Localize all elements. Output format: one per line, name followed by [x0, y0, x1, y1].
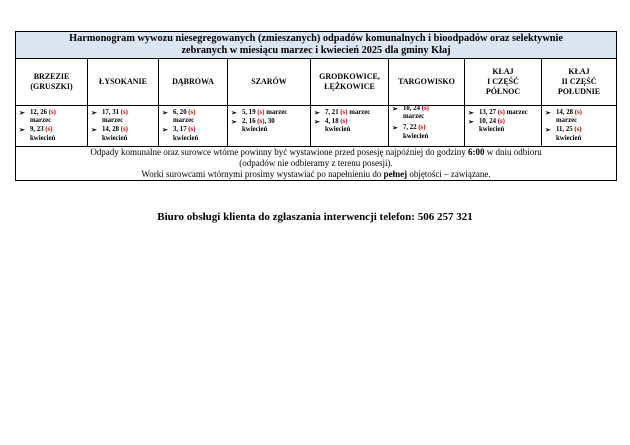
column-header-brzezie: BRZEZIE (GRUSZKI) — [16, 59, 88, 106]
arrow-bullet-icon: ➢ — [231, 118, 237, 127]
date-entry-april: ➢ 4, 18 (s) kwiecień — [314, 118, 351, 134]
date-entry-march: ➢ 5, 19 (s) marzec — [231, 109, 288, 117]
date-entry-april: ➢ 10, 24 (s) kwiecień — [468, 118, 505, 134]
date-entry-april: ➢ 14, 28 (s) kwiecień — [91, 126, 128, 142]
schedule-cell-brzezie — [16, 106, 88, 147]
arrow-bullet-icon: ➢ — [545, 109, 551, 117]
date-entry-march: ➢ 7, 21 (s) marzec — [314, 109, 371, 117]
column-header-targowisko: TARGOWISKO — [389, 59, 465, 106]
arrow-bullet-icon: ➢ — [91, 109, 97, 117]
customer-service-contact: Biuro obsługi klienta do zgłaszania interwencji telefon: 506 257 321 — [157, 211, 473, 223]
instructions-note: Odpady komunalne oraz surowce wtórne powinny być wystawione przed posesję najpóźniej do godziny 6:00 w dniu odbioru (odpadów nie odbieramy z terenu posesji). Worki surowcami wtórnymi prosimy wystawiać po napełnieniu do pełnej objętości – zawiązane. — [16, 147, 617, 181]
arrow-bullet-icon: ➢ — [314, 109, 320, 117]
date-entry-april: ➢ 2, 16 (s), 30 kwiecień — [231, 118, 275, 134]
arrow-bullet-icon: ➢ — [545, 126, 551, 135]
title-line-2: zebranych w miesiącu marzec i kwiecień 2025 dla gminy Kłaj — [181, 45, 451, 56]
schedule-cell-klaj-poludnie — [542, 106, 617, 147]
column-header-dabrowa: DĄBROWA — [159, 59, 228, 106]
column-header-klaj-polnoc: KŁAJ I CZĘŚĆ PÓŁNOC — [465, 59, 542, 106]
schedule-cell-targowisko — [389, 106, 465, 147]
date-entry-march: ➢ 6, 20 (s) marzec — [162, 109, 196, 125]
schedule-cell-lysokanie — [88, 106, 159, 147]
arrow-bullet-icon: ➢ — [19, 109, 25, 117]
arrow-bullet-icon: ➢ — [91, 126, 97, 135]
arrow-bullet-icon: ➢ — [468, 109, 474, 117]
schedule-cell-szarow — [228, 106, 311, 147]
arrow-bullet-icon: ➢ — [162, 109, 168, 117]
date-entry-april: ➢ 7, 22 (s) kwiecień — [392, 124, 429, 140]
date-entry-march: ➢ 14, 28 (s) marzec — [545, 109, 582, 125]
arrow-bullet-icon: ➢ — [392, 105, 398, 113]
column-header-klaj-poludnie: KŁAJ II CZĘŚĆ POŁUDNIE — [542, 59, 617, 106]
schedule-cell-dabrowa — [159, 106, 228, 147]
column-header-grodkowice: GRODKOWICE, ŁĘŻKOWICE — [311, 59, 389, 106]
date-entry-march: ➢ 12, 26 (s) marzec — [19, 109, 56, 125]
schedule-cell-grodkowice — [311, 106, 389, 147]
date-entry-april: ➢ 9, 23 (s) kwiecień — [19, 126, 56, 142]
arrow-bullet-icon: ➢ — [162, 126, 168, 135]
date-entry-march: ➢ 13, 27 (s) marzec — [468, 109, 528, 117]
column-header-szarow: SZARÓW — [228, 59, 311, 106]
schedule-title — [16, 32, 617, 59]
title-line-1: Harmonogram wywozu niesegregowanych (zmieszanych) odpadów komunalnych i bioodpadów oraz selektywnie — [69, 33, 563, 44]
column-header-lysokanie: ŁYSOKANIE — [88, 59, 159, 106]
arrow-bullet-icon: ➢ — [314, 118, 320, 127]
arrow-bullet-icon: ➢ — [392, 124, 398, 133]
date-entry-april: ➢ 11, 25 (s) kwiecień — [545, 126, 582, 142]
arrow-bullet-icon: ➢ — [468, 118, 474, 127]
date-entry-march: ➢ 10, 24 (s) marzec — [392, 105, 429, 121]
schedule-table — [15, 31, 617, 181]
schedule-cell-klaj-polnoc — [465, 106, 542, 147]
date-entry-april: ➢ 3, 17 (s) kwiecień — [162, 126, 199, 142]
arrow-bullet-icon: ➢ — [231, 109, 237, 117]
arrow-bullet-icon: ➢ — [19, 126, 25, 135]
date-entry-march: ➢ 17, 31 (s) marzec — [91, 109, 128, 125]
